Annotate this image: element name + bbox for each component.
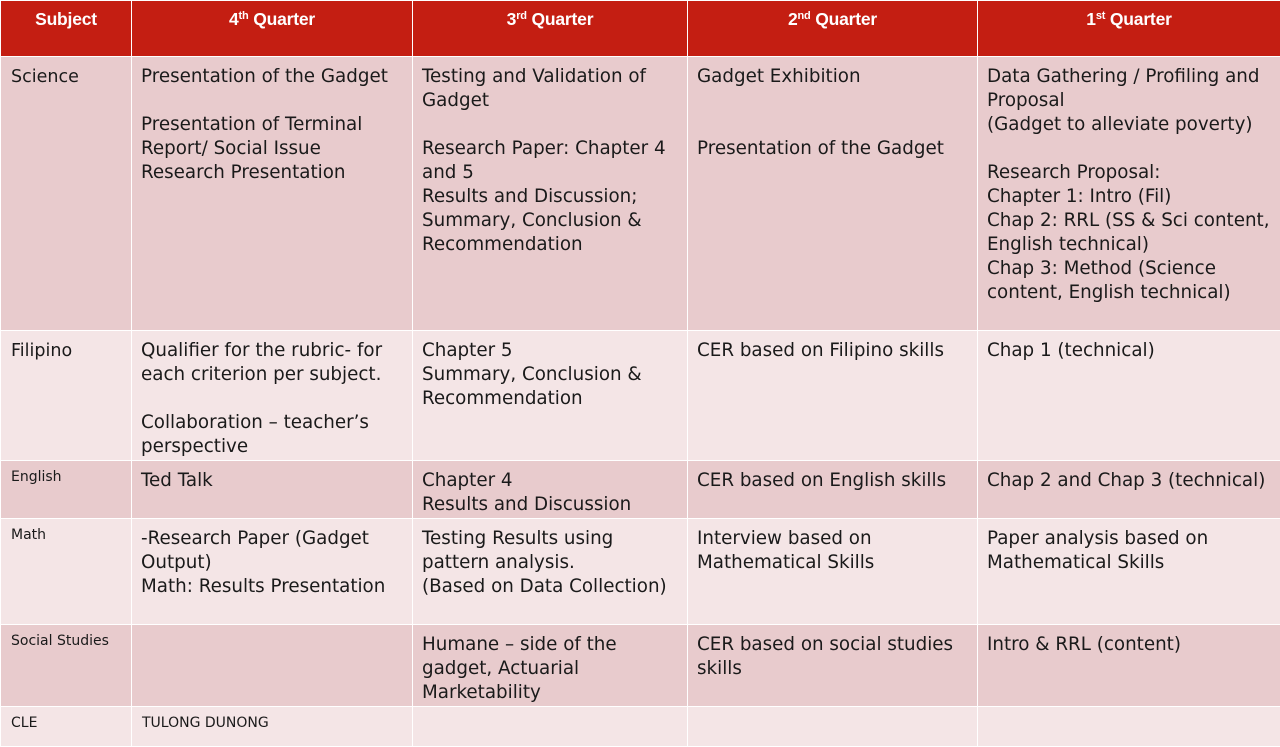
q4-cell: -Research Paper (Gadget Output) Math: Results Presentation — [132, 519, 413, 625]
q3-cell: Humane – side of the gadget, Actuarial Marketability — [413, 625, 688, 707]
table-row-social-studies — [1, 625, 1280, 707]
q2-cell: CER based on Filipino skills — [688, 331, 978, 461]
subject-cell: Filipino — [1, 331, 132, 461]
q2-cell: CER based on English skills — [688, 461, 978, 519]
header-2nd-quarter: 2nd Quarter — [688, 1, 978, 57]
subject-cell: Math — [1, 519, 132, 625]
q1-cell: Data Gathering / Profiling and Proposal (Gadget to alleviate poverty) Research Proposal: Chapter 1: Intro (Fil) Chap 2: RRL (SS & Sci content, English technical) Chap 3: Method (Science content, English technical) — [978, 57, 1280, 331]
q2-cell: CER based on social studies skills — [688, 625, 978, 707]
table-row-filipino — [1, 331, 1280, 461]
q4-cell: Qualifier for the rubric- for each criterion per subject. Collaboration – teacher’s perspective — [132, 331, 413, 461]
q2-cell: Interview based on Mathematical Skills — [688, 519, 978, 625]
q1-cell — [978, 707, 1280, 747]
header-row — [1, 1, 1280, 57]
table-row-english — [1, 461, 1280, 519]
header-4th-quarter: 4th Quarter — [132, 1, 413, 57]
subject-cell: Social Studies — [1, 625, 132, 707]
q3-cell — [413, 707, 688, 747]
q4-cell: TULONG DUNONG — [132, 707, 413, 747]
q1-cell: Paper analysis based on Mathematical Skills — [978, 519, 1280, 625]
header-subject: Subject — [1, 1, 132, 57]
q4-cell — [132, 625, 413, 707]
q2-cell — [688, 707, 978, 747]
table-row-science — [1, 57, 1280, 331]
header-3rd-quarter: 3rd Quarter — [413, 1, 688, 57]
q3-cell: Testing and Validation of Gadget Research Paper: Chapter 4 and 5 Results and Discussion; Summary, Conclusion & Recommendation — [413, 57, 688, 331]
subject-cell: English — [1, 461, 132, 519]
subject-cell: CLE — [1, 707, 132, 747]
q1-cell: Chap 1 (technical) — [978, 331, 1280, 461]
q3-cell: Testing Results using pattern analysis. (Based on Data Collection) — [413, 519, 688, 625]
subject-cell: Science — [1, 57, 132, 331]
header-1st-quarter: 1st Quarter — [978, 1, 1280, 57]
q3-cell: Chapter 5 Summary, Conclusion & Recommendation — [413, 331, 688, 461]
table-row-math — [1, 519, 1280, 625]
q4-cell: Ted Talk — [132, 461, 413, 519]
q3-cell: Chapter 4 Results and Discussion — [413, 461, 688, 519]
q1-cell: Chap 2 and Chap 3 (technical) — [978, 461, 1280, 519]
q4-cell: Presentation of the Gadget Presentation of Terminal Report/ Social Issue Research Presentation — [132, 57, 413, 331]
table-row-partial — [1, 707, 1280, 747]
q1-cell: Intro & RRL (content) — [978, 625, 1280, 707]
q2-cell: Gadget Exhibition Presentation of the Gadget — [688, 57, 978, 331]
